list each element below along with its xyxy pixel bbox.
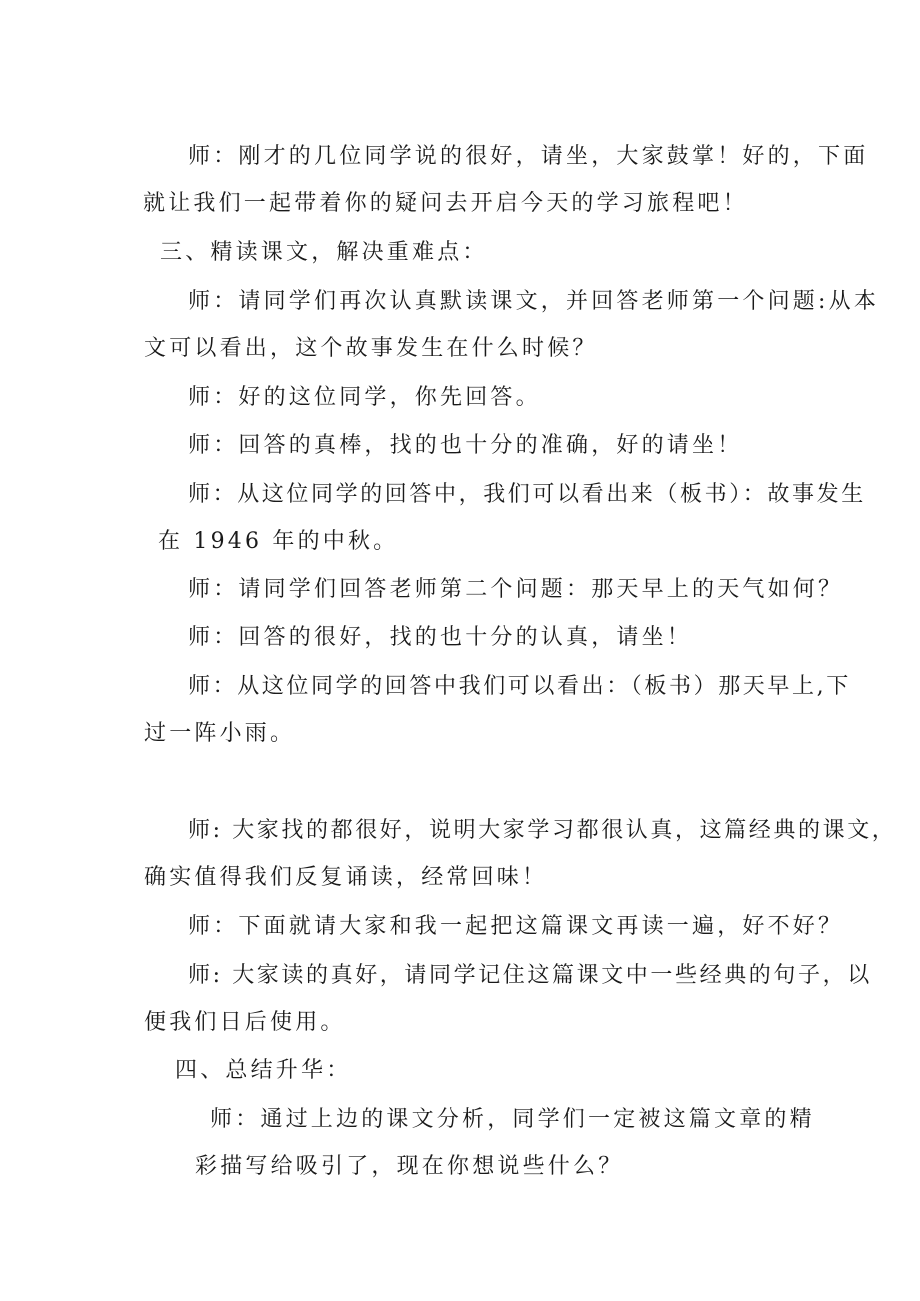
paragraph-line: 过一阵小雨。	[144, 721, 296, 746]
paragraph-line: 师: 大家找的都很好，说明大家学习都很认真，这篇经典的课文，	[188, 818, 897, 843]
paragraph-line: 师：从这位同学的回答中，我们可以看出来（板书）：故事发生	[188, 482, 866, 507]
paragraph-line: 确实值得我们反复诵读，经常回味！	[144, 865, 548, 890]
paragraph-line: 文可以看出，这个故事发生在什么时候？	[144, 336, 598, 361]
paragraph-line: 师：通过上边的课文分析，同学们一定被这篇文章的精	[210, 1107, 815, 1132]
paragraph-line: 彩描写给吸引了，现在你想说些什么？	[195, 1154, 624, 1179]
paragraph-line: 师：从这位同学的回答中我们可以看出：（板书）那天早上,下	[188, 674, 851, 699]
section-heading: 四、总结升华：	[175, 1058, 352, 1083]
paragraph-line: 师：下面就请大家和我一起把这篇课文再读一遍，好不好？	[188, 914, 844, 939]
section-heading: 三、精读课文，解决重难点：	[160, 240, 488, 265]
paragraph-line: 师: 大家读的真好，请同学记住这篇课文中一些经典的句子，以	[188, 963, 872, 988]
paragraph-line: 师：刚才的几位同学说的很好，请坐，大家鼓掌！好的，下面	[188, 144, 869, 169]
paragraph-line: 就让我们一起带着你的疑问去开启今天的学习旅程吧！	[143, 191, 748, 216]
paragraph-line: 师：回答的真棒，找的也十分的准确，好的请坐！	[188, 433, 743, 458]
paragraph-line: 师：回答的很好，找的也十分的认真，请坐！	[188, 625, 693, 650]
paragraph-line: 在 1946 年的中秋。	[158, 529, 399, 554]
paragraph-line: 师：请同学们再次认真默读课文，并回答老师第一个问题:从本	[188, 289, 880, 314]
paragraph-line: 师：请同学们回答老师第二个问题：那天早上的天气如何？	[188, 577, 844, 602]
paragraph-line: 便我们日后使用。	[144, 1010, 346, 1035]
paragraph-line: 师：好的这位同学，你先回答。	[188, 385, 541, 410]
